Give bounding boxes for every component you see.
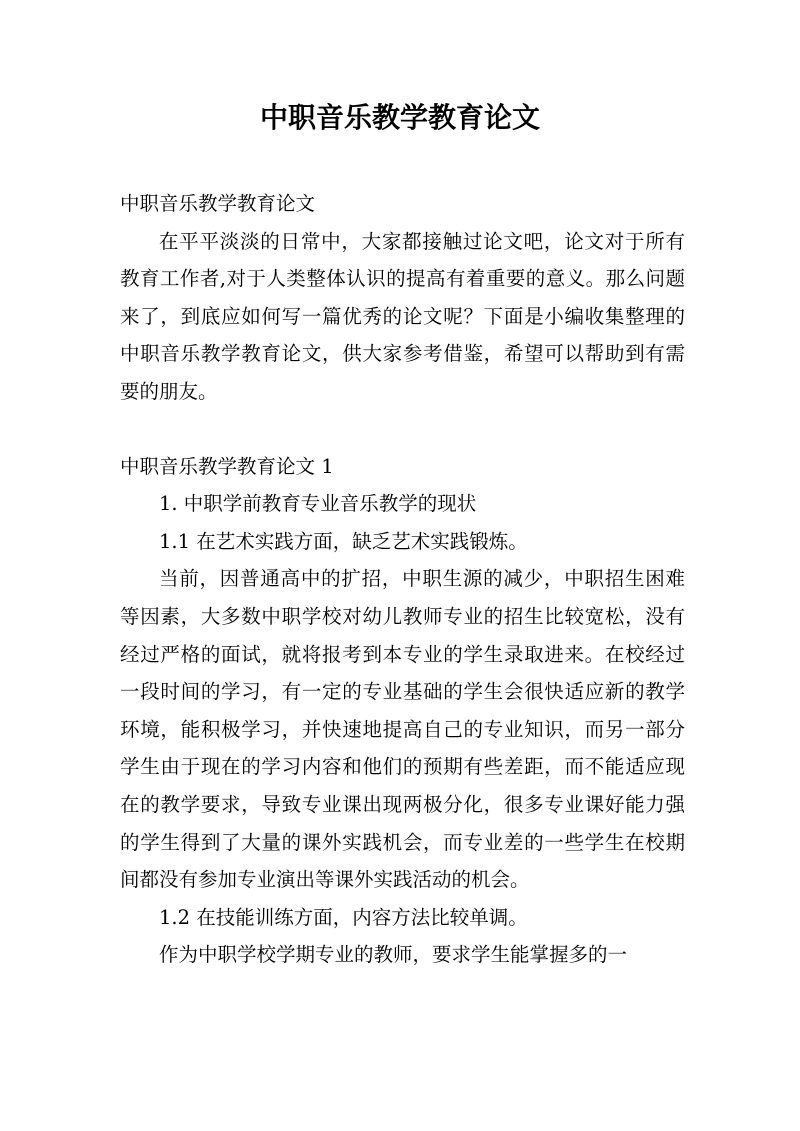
document-title: 中职音乐教学教育论文 — [259, 101, 540, 134]
body-paragraph: 作为中职学校学期专业的教师，要求学生能掌握多的一 — [159, 943, 628, 967]
body-paragraph: 当前，因普通高中的扩招，中职生源的减少，中职招生困难等因素，大多数中职学校对幼儿教师专业的招生比较宽松，没有经过严格的面试，就将报考到本专业的学生录取进来。在校经过一段时间的学习，有一定的专业基础的学生会很快适应新的教学环境，能积极学习，并快速地提高自己的专业知识，而另一部分学生由于现在的学习内容和他们的预期有些差距，而不能适应现在的教学要求，导致专业课出现两极分化，很多专业课好能力强的学生得到了大量的课外实践机会，而专业差的一些学生在校期间都没有参加专业演出等课外实践活动的机会。 — [120, 567, 685, 892]
document-body — [120, 185, 685, 974]
subsection-heading: 1.1 在艺术实践方面，缺乏艺术实践锻炼。 — [159, 529, 528, 553]
intro-paragraph: 在平平淡淡的日常中，大家都接触过论文吧，论文对于所有教育工作者,对于人类整体认识的提高有着重要的意义。那么问题来了，到底应如何写一篇优秀的论文呢？下面是小编收集整理的中职音乐教学教育论文，供大家参考借鉴，希望可以帮助到有需要的朋友。 — [120, 229, 685, 403]
paragraph-gap — [120, 411, 685, 448]
subsection-heading: 1.2 在技能训练方面，内容方法比较单调。 — [159, 905, 528, 929]
section-heading: 中职音乐教学教育论文 1 — [120, 454, 334, 478]
subsection-heading: 1. 中职学前教育专业音乐教学的现状 — [159, 492, 477, 516]
section-heading: 中职音乐教学教育论文 — [120, 192, 316, 215]
